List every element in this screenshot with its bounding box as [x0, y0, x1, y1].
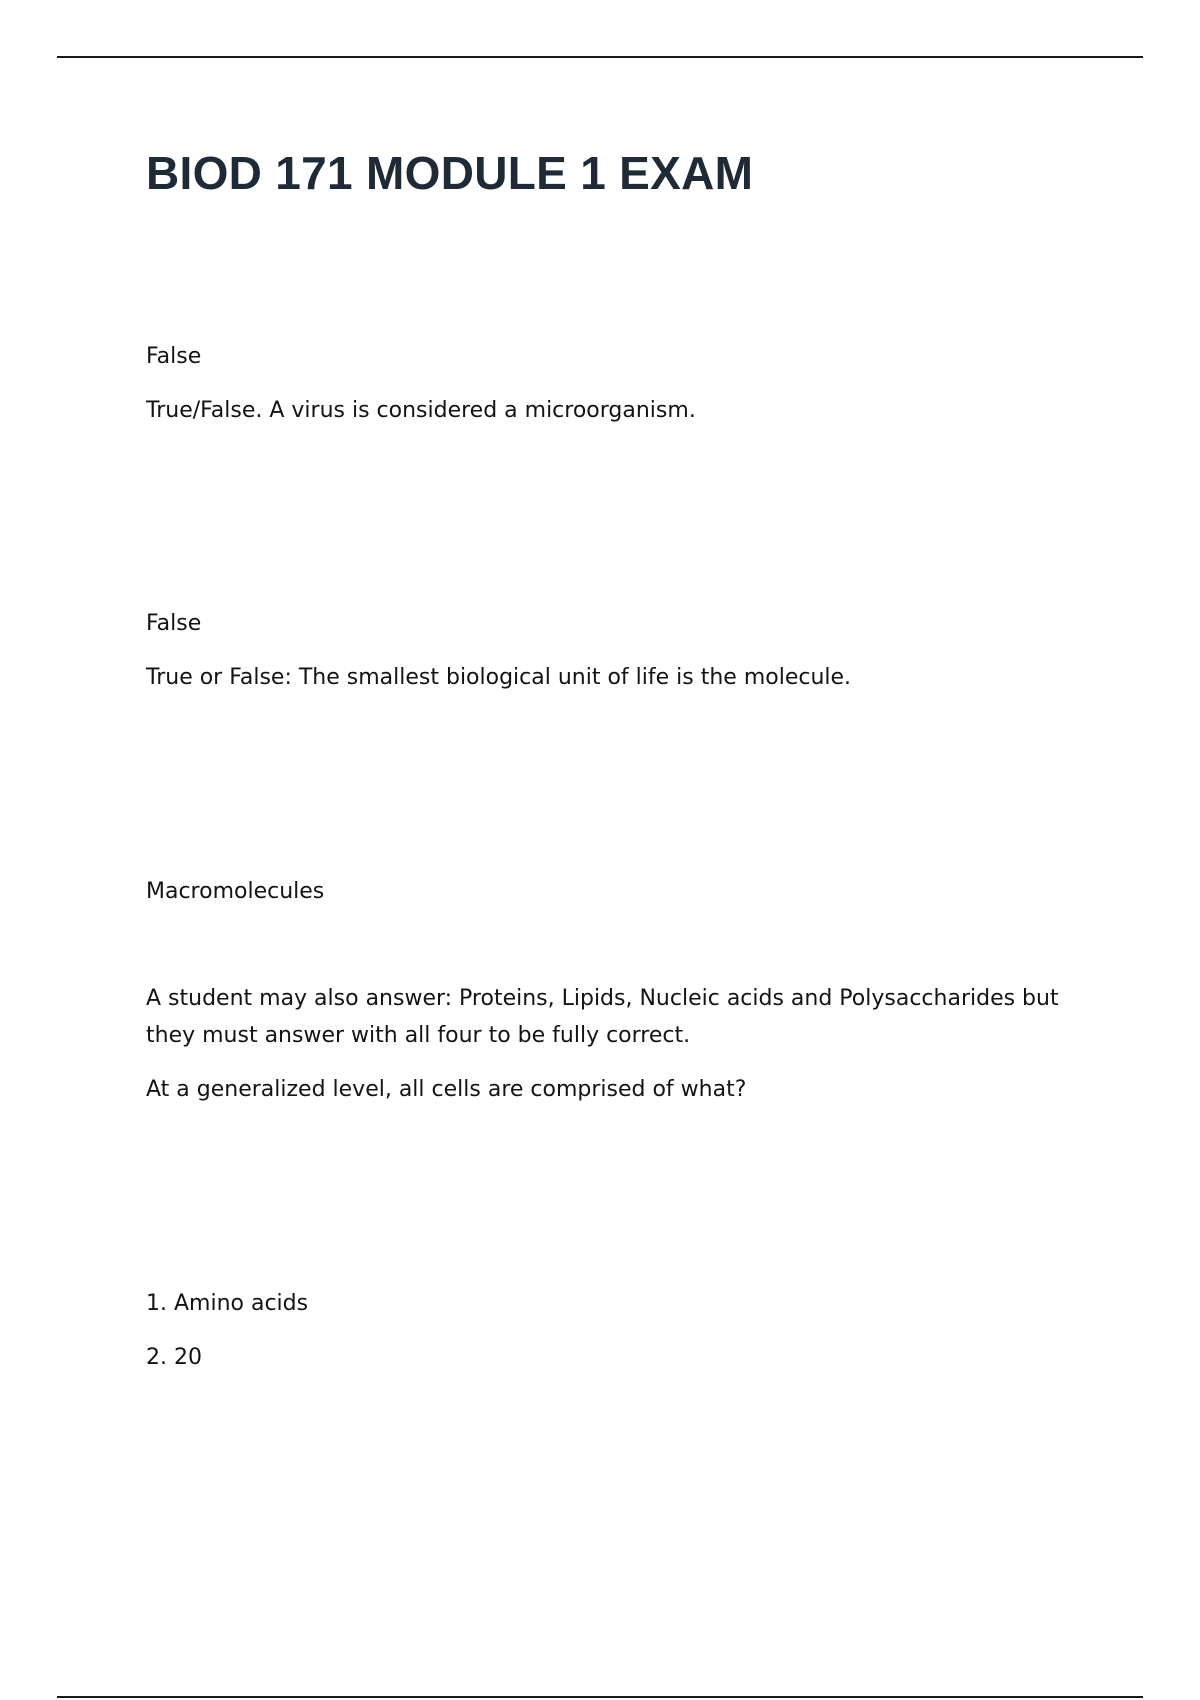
card-3-question: At a generalized level, all cells are comprised of what? — [146, 1077, 747, 1102]
card-4-answer-line-1: 1. Amino acids — [146, 1291, 309, 1316]
header-rule — [57, 56, 1143, 58]
footer-rule — [57, 1696, 1143, 1698]
card-2-question: True or False: The smallest biological unit of life is the molecule. — [146, 665, 852, 690]
card-3-note: A student may also answer: Proteins, Lipids, Nucleic acids and Polysaccharides but they must answer with all four to be fully correct. — [146, 986, 1059, 1048]
card-1-answer: False — [146, 344, 202, 369]
document-title: BIOD 171 MODULE 1 EXAM — [146, 147, 754, 199]
card-3-answer: Macromolecules — [146, 879, 325, 904]
card-1-question: True/False. A virus is considered a microorganism. — [146, 398, 696, 423]
card-4-answer-line-2: 2. 20 — [146, 1345, 202, 1370]
card-2-answer: False — [146, 611, 202, 636]
